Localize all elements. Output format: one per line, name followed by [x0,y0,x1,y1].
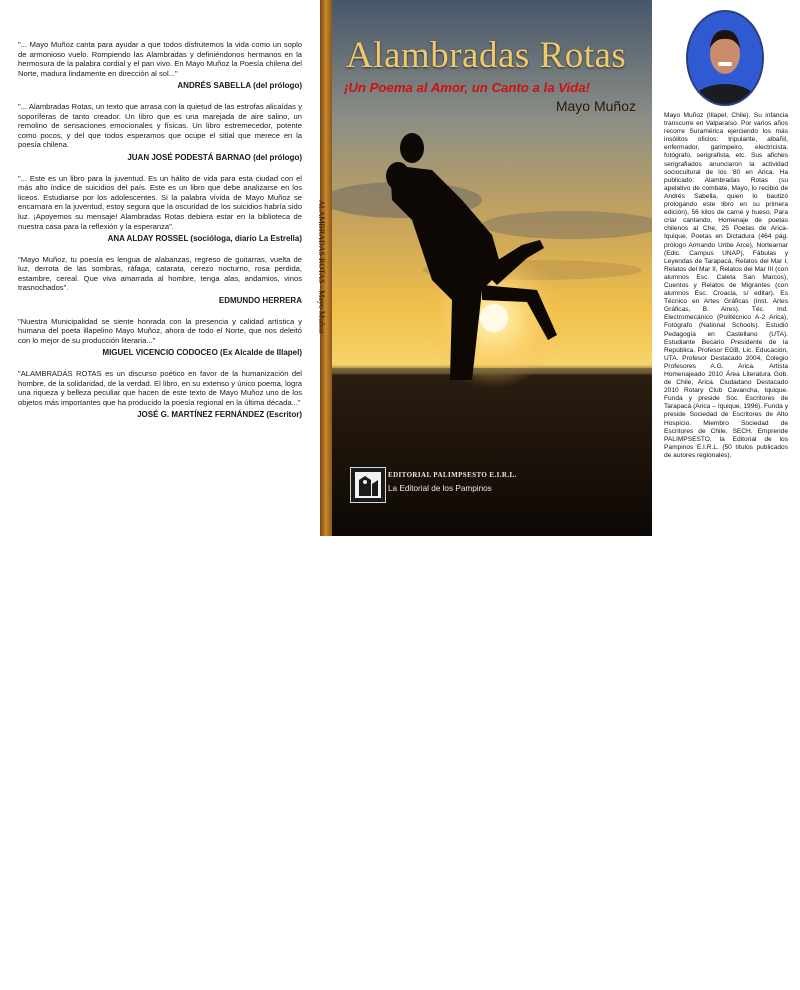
front-cover [332,0,652,536]
blurb-1-text: "... Mayo Muñoz canta para ayudar a que todos disfrutemos la vida como un soplo de armonioso vuelo. Rompiendo las Alambradas y definiéndonos hermanos en la hermosura de la palabra cordial y el pan vivo. En Mayo Muñoz la Poesía chilena del Norte, madura lindamente en dirección al sol..." [18,40,302,78]
blurb-4-author: EDMUNDO HERRERA [218,296,302,306]
author-portrait [688,12,762,104]
blurb-2-author: JUAN JOSÉ PODESTÁ BARNAO (del prólogo) [127,152,302,162]
spine-title-text: ALAMBRADAS ROTAS · Mayo Muñoz [317,200,326,334]
blurb-3-author: ANA ALDAY ROSSEL (socióloga, diario La Estrella) [107,234,302,244]
blurb-3-text: "... Este es un libro para la juventud. Es un hálito de vida para esta ciudad con el más alto índice de suicidios del país. Este es un libro que debe analizarse en los liceos. Estudiarse por los adolescentes. Si la palabra vívida de Mayo Muñoz se encarnara en la juventud, estoy segura que la oscuridad de los suicidios habría sido luz. ¡Apoyemos su mensaje! Alambradas Rotas debiera estar en la biblioteca de nuestra casa para la reflexión y la esperanza". [18,173,302,231]
publisher-tagline: La Editorial de los Pampinos [388,484,492,493]
book-title: Alambradas Rotas [346,35,627,76]
blurb-6-text: "ALAMBRADAS ROTAS es un discurso poético en favor de la humanización del hombre, de la solidaridad, de la verdad. El libro, en su extenso y único poema, logra una riqueza y belleza peculiar que hacen de este texto de Mayo Muñoz uno de los objetos más importantes que ha producido la poesía regional en la última década..." [18,369,302,407]
back-cover [18,40,302,431]
sun [480,304,508,332]
cover-author: Mayo Muñoz [555,98,636,114]
publisher-name: EDITORIAL PALIMPSESTO E.I.R.L. [388,471,517,479]
book-subtitle: ¡Un Poema al Amor, un Canto a la Vida! [344,80,590,95]
horizon-sea [332,368,652,374]
publisher-logo-icon [350,467,386,503]
blurb-4-text: "Mayo Muñoz, tu poesía es lengua de alabanzas, regreso de guitarras, vuelta de luz, derrota de las sombras, ráfaga, catarata, cerezo nocturno, rosa perdida, estambre, cereal. Que viva amarrada al hombre, tenga alas, andamios, vinos trasnochados". [18,254,302,293]
author-bio: Mayo Muñoz (Illapel, Chile). Su infancia transcurre en Valparaíso. Por varios años recorre Suramérica ejerciendo los más insólitos oficios: tripulante, albañil, enfermador, garimpeiro, electricista, fotógrafo, serigrafista, etc. Sus afiches serigrafiados anunciaron la actividad sociocultural de los '80 en Arica. Ha publicado: Alambradas Rotas (su apelativo de combate, Mayo, lo recibió de Andrés Sabella, quien lo bautizó prologando este libro en su primera edición), 56 kilos de carne y hueso, Para criar cantando, Homenaje de poetas chilenos al Che, 25 Poetas de Arica-Iquique, Poetas en Dictadura (464 pág. prólogo Armando Uribe Arce), Nortearnar (Edic. Campus UNAP), Fábulas y Leyendas de Tarapacá, Relatos del Mar I, Relatos del Mar II, Relatos del Mar III (con alumnos Esc. Caleta San Marcos), Cuentos y Relatos de Migrantes (con alumnos Esc. Croacia, s/ editar). Es Técnico en Artes Gráficas (Inst. Artes Gráficas, B. Aires). Téc. Ind. Electromecánico (Politécnico A-2 Arica), Fotógrafo (National Schools). Estudió Pedagogía en Castellano (UTA). Estudiante Becario Presidente de la República. Profesor EGB, Lic. Educación, UTA. Profesor Destacado 2004, Colegio Profesores A.G. Arica. Artista Homenajeado 2010 Área Literatura Gob. de Chile, Arica. Ciudadano Destacado 2010 Rotary Club Cavancha, Iquique. Funda y preside Soc. Escritores de Tarapacá (Arica – Iquique, 1996). Funda y preside Sociedad de Escritores de Alto Hospicio. Miembro Sociedad de Escritores de Chile, SECH. Emprende PALIMPSESTO, la Editorial de los Pampinos E.I.R.L. (50 títulos publicados de autores regionales). [664,112,788,459]
blurb-6-author: JOSÉ G. MARTÍNEZ FERNÁNDEZ (Escritor) [137,410,302,420]
blurb-5-text: "Nuestra Municipalidad se siente honrada con la presencia y calidad artística y humana del poeta illapelino Mayo Muñoz, ahora de todo el Norte, que nos deleitó con lo mejor de su producción literaria..." [18,316,302,345]
blurb-2-text: "... Alambradas Rotas, un texto que arrasa con la quietud de las estrofas alicaídas y soporíferas de tanto creador. Un libro que es una marejada de aire salino, un remolino de sensaciones emocionales y físicas. Un libro estremecedor, potente como pocos, y del que todos esperamos que ocupe el sitial que merece en la poesía chilena. [18,101,302,150]
blurb-5-author: MIGUEL VICENCIO CODOCEO (Ex Alcalde de Illapel) [102,348,302,358]
blurb-1-author: ANDRÉS SABELLA (del prólogo) [177,81,302,91]
